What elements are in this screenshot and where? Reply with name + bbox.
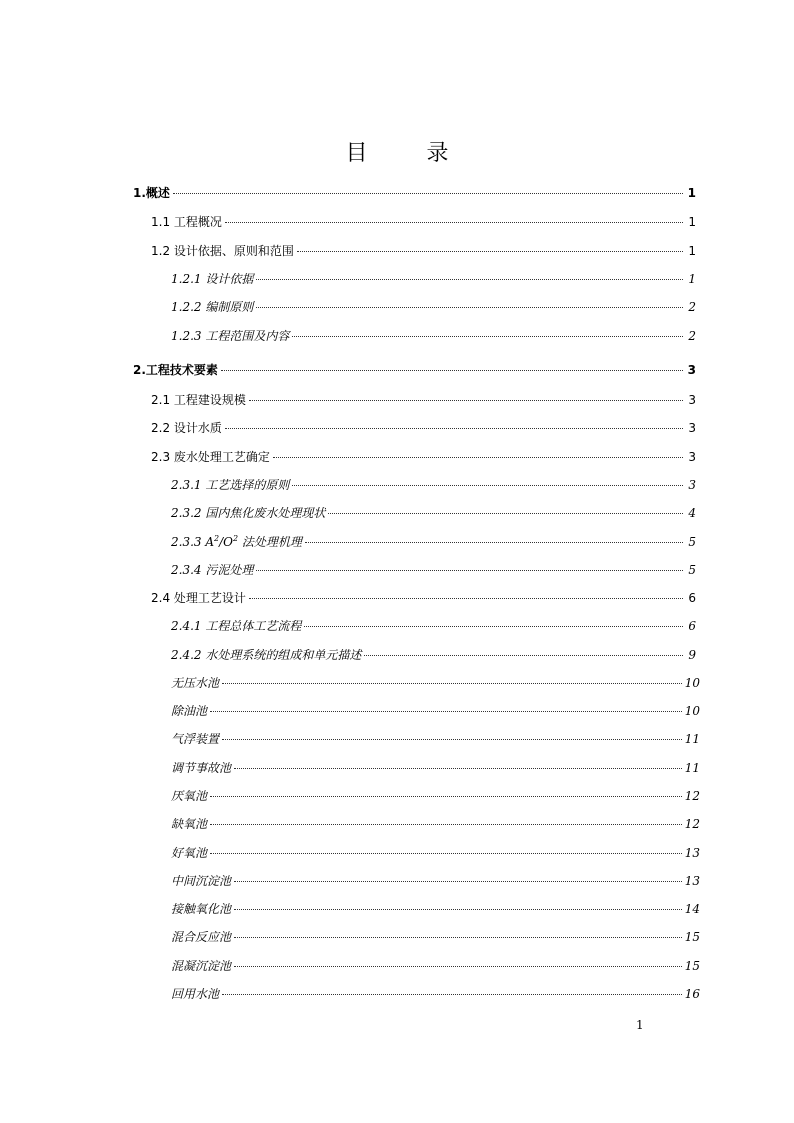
dot-leader [234,768,682,769]
toc-entry-label [171,533,302,550]
dot-leader [249,400,683,401]
toc-entry[interactable] [171,928,700,946]
toc-entry[interactable] [171,298,696,316]
toc-entry[interactable] [171,674,700,692]
toc-entry[interactable] [133,361,696,379]
dot-leader [173,193,683,194]
dot-leader [210,796,682,797]
dot-leader [222,739,682,740]
dot-leader [234,966,682,967]
toc-entry-page: 11 [684,761,700,775]
toc-entry[interactable] [151,213,696,231]
toc-entry[interactable] [171,270,696,288]
toc-entry-label: 2.1 工程建设规模 [151,393,246,407]
toc-entry-label: 1.1 工程概况 [151,215,222,229]
toc-entry-page: 5 [688,535,696,549]
toc-entry-page: 3 [688,393,696,407]
dot-leader [297,251,683,252]
toc-entry[interactable] [171,504,696,522]
dot-leader [292,336,683,337]
toc-entry-page: 16 [684,987,700,1001]
toc-entry[interactable] [171,617,696,635]
toc-entry-page: 12 [684,789,700,803]
toc-entry-page: 1 [688,244,696,258]
dot-leader [256,570,683,571]
toc-entry-label: 1.概述 [133,186,170,200]
toc-entry-page: 2 [688,300,696,314]
toc-entry-label: 1.2.2 编制原则 [171,300,254,314]
toc-entry-label: 气浮装置 [171,732,220,746]
toc-entry-page: 9 [688,648,696,662]
dot-leader [221,370,683,371]
toc-entry-label: 2.4.1 工程总体工艺流程 [171,619,302,633]
footer-page-number: 1 [636,1018,644,1032]
toc-entry[interactable] [171,985,700,1003]
toc-entry-page: 13 [684,874,700,888]
toc-entry-page: 1 [688,272,696,286]
toc-entry[interactable] [171,327,696,345]
dot-leader [364,655,683,656]
dot-leader [249,598,683,599]
dot-leader [225,222,683,223]
toc-entry-page: 10 [684,676,700,690]
toc-entry-label-part: /O [219,535,233,549]
toc-entry[interactable] [171,900,700,918]
toc-entry-page: 13 [684,846,700,860]
toc-entry[interactable] [171,646,696,664]
dot-leader [234,881,682,882]
dot-leader [305,542,683,543]
toc-entry-page: 6 [688,619,696,633]
dot-leader [234,937,682,938]
toc-entry[interactable] [171,872,700,890]
toc-entry[interactable] [171,561,696,579]
toc-entry-page: 14 [684,902,700,916]
toc-entry-label: 中间沉淀池 [171,874,232,888]
toc-entry-page: 1 [688,215,696,229]
toc-entry[interactable] [171,815,700,833]
dot-leader [222,994,682,995]
toc-entry-page: 1 [687,186,696,200]
toc-entry[interactable] [171,844,700,862]
dot-leader [234,909,682,910]
toc-entry[interactable] [171,702,700,720]
toc-entry-page: 5 [688,563,696,577]
toc-entry-label: 1.2.1 设计依据 [171,272,254,286]
toc-entry[interactable] [151,242,696,260]
dot-leader [256,307,683,308]
toc-entry[interactable] [151,419,696,437]
toc-entry-label: 除油池 [171,704,208,718]
toc-entry-label: 2.2 设计水质 [151,421,222,435]
toc-entry[interactable] [151,448,696,466]
dot-leader [222,683,682,684]
toc-entry-label: 混凝沉淀池 [171,959,232,973]
toc-entry-page: 3 [688,478,696,492]
toc-entry-label: 1.2 设计依据、原则和范围 [151,244,294,258]
toc-entry[interactable] [151,391,696,409]
dot-leader [210,824,682,825]
toc-entry-page: 4 [688,506,696,520]
toc-entry-label: 厌氧池 [171,789,208,803]
toc-entry-page: 3 [688,450,696,464]
toc-entry-label-part: 法处理机理 [238,535,302,549]
toc-entry-label: 混合反应池 [171,930,232,944]
toc-entry[interactable] [151,589,696,607]
toc-entry[interactable] [171,476,696,494]
toc-entry-label: 无压水池 [171,676,220,690]
toc-entry-label: 接触氧化池 [171,902,232,916]
toc-entry[interactable] [171,730,700,748]
dot-leader [304,626,683,627]
dot-leader [210,853,682,854]
dot-leader [273,457,683,458]
superscript: 2 [214,534,220,543]
toc-entry-label: 缺氧池 [171,817,208,831]
toc-entry-page: 12 [684,817,700,831]
toc-entry-label-part: 2.3.3 A [171,535,215,549]
dot-leader [210,711,682,712]
dot-leader [256,279,683,280]
toc-entry-label: 好氧池 [171,846,208,860]
toc-entry-page: 15 [684,959,700,973]
toc-entry-page: 15 [684,930,700,944]
toc-entry-label: 1.2.3 工程范围及内容 [171,329,290,343]
toc-entry-label: 调节事故池 [171,761,232,775]
dot-leader [225,428,683,429]
dot-leader [328,513,683,514]
toc-entry-label: 2.4 处理工艺设计 [151,591,246,605]
toc-entry-label: 2.3.2 国内焦化废水处理现状 [171,506,326,520]
toc-entry[interactable] [133,184,696,202]
toc-entry-label: 2.4.2 水处理系统的组成和单元描述 [171,648,362,662]
page-title: 目 录 [345,141,475,166]
toc-entry-page: 10 [684,704,700,718]
toc-entry-page: 3 [687,363,696,377]
toc-entry-label: 2.3.4 污泥处理 [171,563,254,577]
toc-entry-page: 3 [688,421,696,435]
toc-entry-label: 2.工程技术要素 [133,363,218,377]
dot-leader [292,485,683,486]
toc-entry[interactable] [171,759,700,777]
toc-entry-label: 2.3.1 工艺选择的原则 [171,478,290,492]
toc-entry[interactable] [171,787,700,805]
toc-entry-page: 6 [688,591,696,605]
toc-entry[interactable] [171,533,696,551]
toc-entry[interactable] [171,957,700,975]
toc-entry-page: 11 [684,732,700,746]
toc-entry-page: 2 [688,329,696,343]
superscript: 2 [233,534,239,543]
toc-entry-label: 回用水池 [171,987,220,1001]
toc-entry-label: 2.3 废水处理工艺确定 [151,450,270,464]
